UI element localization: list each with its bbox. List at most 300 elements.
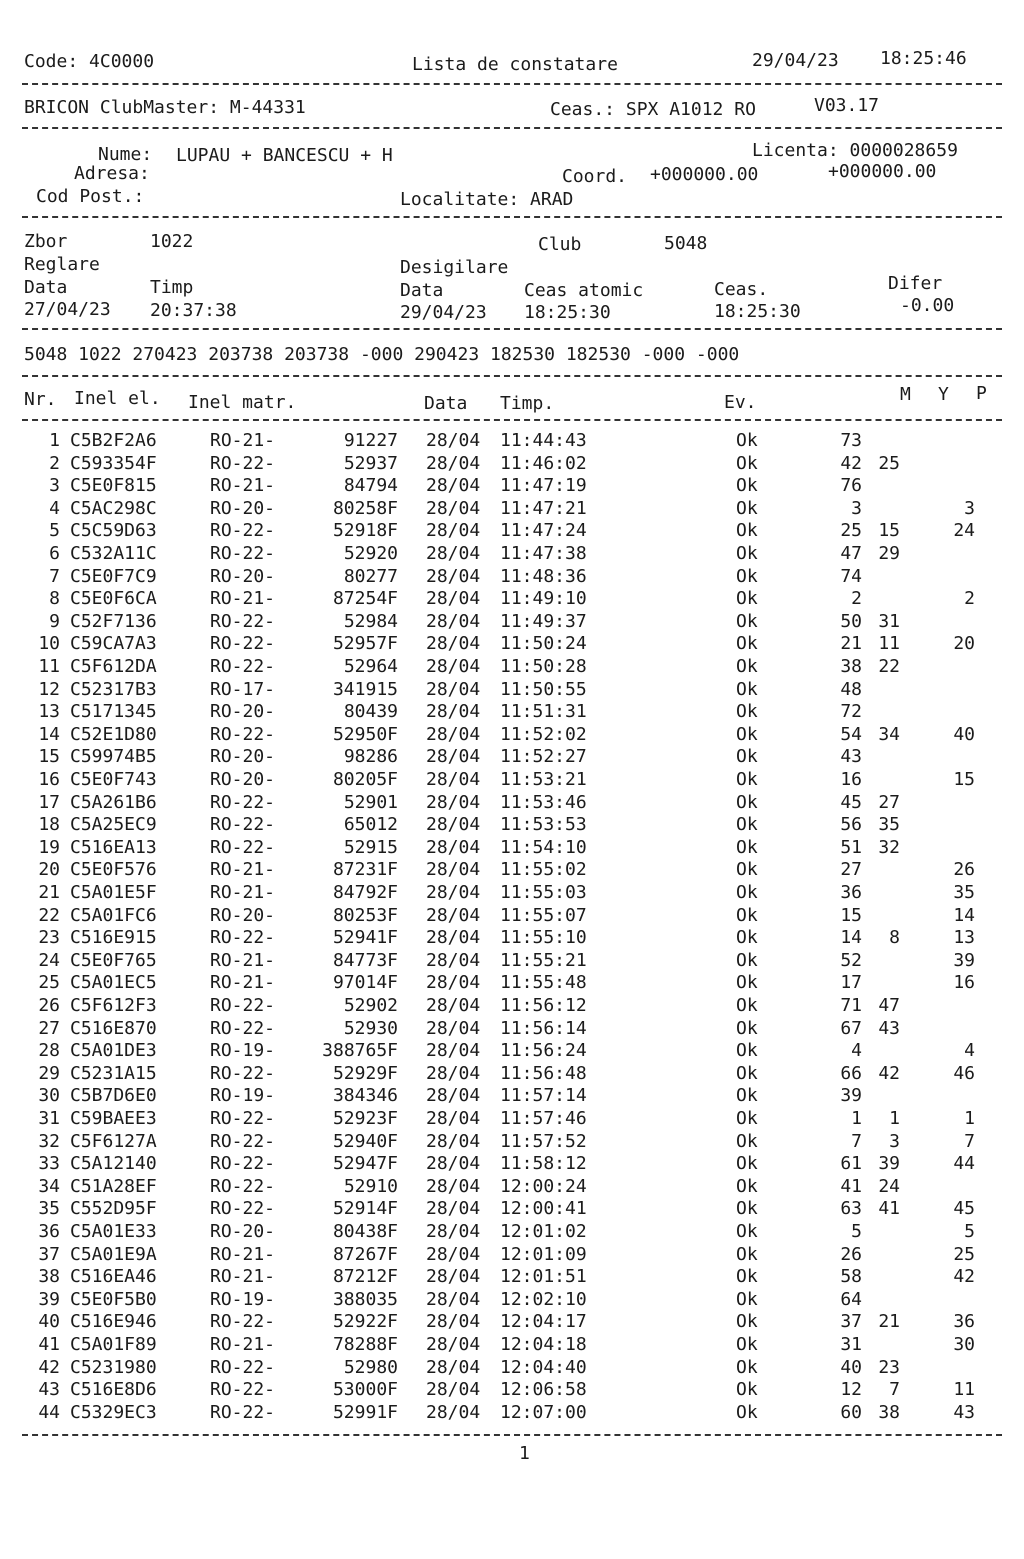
event-status: Ok <box>736 1175 758 1197</box>
ring-prefix: RO-22- <box>210 610 276 632</box>
arrival-time: 12:04:18 <box>500 1334 587 1355</box>
col-ring-number: Inel matr. <box>188 392 297 413</box>
row-number: 37 <box>38 1243 60 1265</box>
row-number: 41 <box>38 1334 60 1355</box>
row-number: 18 <box>38 814 60 836</box>
ring-number: 87231F <box>332 859 398 881</box>
col-time: Timp. <box>500 393 555 414</box>
arrival-date: 28/04 <box>426 543 481 564</box>
ring-number: 52920 <box>343 543 398 564</box>
value-m: 31 <box>840 1334 862 1355</box>
arrival-time: 11:46:02 <box>500 452 587 474</box>
electronic-ring: C516E946 <box>70 1311 157 1333</box>
electronic-ring: C52317B3 <box>70 678 157 700</box>
setting-time-label: Timp <box>150 277 194 298</box>
arrival-date: 28/04 <box>426 995 481 1016</box>
value-m: 15 <box>840 904 862 926</box>
event-status: Ok <box>736 497 758 519</box>
arrival-date: 28/04 <box>426 814 481 836</box>
ring-prefix: RO-22- <box>210 452 276 474</box>
owner-name: LUPAU + BANCESCU + H <box>176 145 393 166</box>
electronic-ring: C5329EC3 <box>70 1401 157 1423</box>
event-status: Ok <box>736 633 758 655</box>
value-y: 41 <box>878 1198 900 1220</box>
arrival-time: 11:50:55 <box>500 678 587 700</box>
table-row <box>0 633 1024 656</box>
electronic-ring: C5F6127A <box>70 1130 157 1152</box>
row-number: 38 <box>38 1266 60 1288</box>
ring-prefix: RO-22- <box>210 656 276 677</box>
arrival-date: 28/04 <box>426 1266 481 1288</box>
table-row <box>0 1311 1024 1334</box>
atomic-clock-time: 18:25:30 <box>524 302 611 323</box>
value-y: 38 <box>878 1401 900 1423</box>
table-row <box>0 475 1024 498</box>
event-status: Ok <box>736 882 758 903</box>
value-y: 34 <box>878 723 900 745</box>
value-y: 24 <box>878 1175 900 1197</box>
coord-value-2: +000000.00 <box>828 161 937 182</box>
row-number: 29 <box>38 1062 60 1084</box>
arrival-date: 28/04 <box>426 1198 481 1220</box>
row-number: 39 <box>38 1288 60 1310</box>
row-number: 36 <box>38 1221 60 1242</box>
table-row <box>0 837 1024 860</box>
row-number: 17 <box>38 791 60 813</box>
ring-number: 52930 <box>343 1017 398 1039</box>
clock-label: Ceas. <box>714 279 769 300</box>
ring-prefix: RO-22- <box>210 995 276 1016</box>
event-status: Ok <box>736 927 758 949</box>
table-row <box>0 611 1024 634</box>
arrival-time: 11:56:48 <box>500 1062 587 1084</box>
ring-prefix: RO-22- <box>210 1356 276 1378</box>
value-p: 3 <box>964 497 975 519</box>
value-m: 17 <box>840 972 862 994</box>
value-m: 58 <box>840 1266 862 1288</box>
value-p: 35 <box>953 882 975 903</box>
value-y: 39 <box>878 1153 900 1175</box>
value-p: 14 <box>953 904 975 926</box>
ring-number: 52980 <box>343 1356 398 1378</box>
arrival-time: 12:01:51 <box>500 1266 587 1288</box>
value-y: 7 <box>889 1379 900 1401</box>
ring-prefix: RO-22- <box>210 1153 276 1175</box>
ring-number: 52929F <box>332 1062 398 1084</box>
value-y: 25 <box>878 452 900 474</box>
table-row <box>0 656 1024 679</box>
ring-number: 80438F <box>332 1221 398 1242</box>
col-y: Y <box>938 384 949 405</box>
event-status: Ok <box>736 723 758 745</box>
ring-prefix: RO-22- <box>210 927 276 949</box>
arrival-date: 28/04 <box>426 882 481 903</box>
value-m: 12 <box>840 1379 862 1401</box>
arrival-time: 11:47:38 <box>500 543 587 564</box>
col-electronic-ring: Inel el. <box>74 388 161 409</box>
row-number: 26 <box>38 995 60 1016</box>
difference-label: Difer <box>888 273 943 294</box>
code-label: Code: 4C0000 <box>24 51 155 72</box>
value-p: 20 <box>953 633 975 655</box>
table-row <box>0 1289 1024 1312</box>
ring-number: 80258F <box>332 497 398 519</box>
value-m: 42 <box>840 452 862 474</box>
row-number: 15 <box>38 746 60 768</box>
unsealing-label: Desigilare <box>400 257 509 278</box>
table-row <box>0 1334 1024 1357</box>
event-status: Ok <box>736 904 758 926</box>
value-p: 1 <box>964 1108 975 1129</box>
electronic-ring: C5171345 <box>70 701 157 723</box>
row-number: 34 <box>38 1175 60 1197</box>
electronic-ring: C532A11C <box>70 543 157 564</box>
table-row <box>0 679 1024 702</box>
value-m: 1 <box>851 1108 862 1129</box>
table-row <box>0 1018 1024 1041</box>
arrival-date: 28/04 <box>426 1153 481 1175</box>
value-m: 60 <box>840 1401 862 1423</box>
row-number: 20 <box>38 859 60 881</box>
arrival-time: 11:50:24 <box>500 633 587 655</box>
electronic-ring: C5F612DA <box>70 656 157 677</box>
ring-prefix: RO-20- <box>210 565 276 587</box>
col-m: M <box>900 384 911 405</box>
value-m: 40 <box>840 1356 862 1378</box>
table-row <box>0 430 1024 453</box>
electronic-ring: C516E870 <box>70 1017 157 1039</box>
club-number: 5048 <box>664 233 708 254</box>
electronic-ring: C5A01E5F <box>70 882 157 903</box>
arrival-time: 11:47:21 <box>500 497 587 519</box>
ring-number: 84792F <box>332 882 398 903</box>
table-row <box>0 1379 1024 1402</box>
electronic-ring: C5B2F2A6 <box>70 430 157 451</box>
ring-number: 80277 <box>343 565 398 587</box>
value-m: 64 <box>840 1288 862 1310</box>
arrival-date: 28/04 <box>426 927 481 949</box>
ring-prefix: RO-21- <box>210 1243 276 1265</box>
row-number: 40 <box>38 1311 60 1333</box>
event-status: Ok <box>736 565 758 587</box>
electronic-ring: C516EA13 <box>70 836 157 858</box>
arrival-date: 28/04 <box>426 1017 481 1039</box>
table-row <box>0 1402 1024 1425</box>
ring-number: 52901 <box>343 791 398 813</box>
ring-number: 52984 <box>343 610 398 632</box>
arrival-time: 11:49:10 <box>500 588 587 610</box>
arrival-date: 28/04 <box>426 1288 481 1310</box>
table-row <box>0 1357 1024 1380</box>
setting-date: 27/04/23 <box>24 299 111 320</box>
electronic-ring: C516E8D6 <box>70 1379 157 1401</box>
event-status: Ok <box>736 972 758 994</box>
arrival-date: 28/04 <box>426 430 481 451</box>
arrival-date: 28/04 <box>426 769 481 790</box>
row-number: 2 <box>49 452 60 474</box>
value-m: 5 <box>851 1221 862 1242</box>
value-p: 7 <box>964 1130 975 1152</box>
ring-number: 52914F <box>332 1198 398 1220</box>
value-p: 39 <box>953 949 975 971</box>
value-p: 26 <box>953 859 975 881</box>
ring-prefix: RO-21- <box>210 972 276 994</box>
arrival-time: 11:57:52 <box>500 1130 587 1152</box>
coord-value-1: +000000.00 <box>650 164 759 185</box>
arrival-time: 11:49:37 <box>500 610 587 632</box>
ring-number: 384346 <box>332 1085 398 1107</box>
ring-prefix: RO-22- <box>210 543 276 564</box>
event-status: Ok <box>736 543 758 564</box>
event-status: Ok <box>736 1311 758 1333</box>
flight-number: 1022 <box>150 231 194 252</box>
ring-number: 52941F <box>332 927 398 949</box>
ring-number: 78288F <box>332 1334 398 1355</box>
arrival-date: 28/04 <box>426 904 481 926</box>
arrival-time: 11:53:46 <box>500 791 587 813</box>
value-m: 36 <box>840 882 862 903</box>
ring-number: 341915 <box>332 678 398 700</box>
address-label: Adresa: <box>74 163 150 184</box>
ring-prefix: RO-22- <box>210 791 276 813</box>
electronic-ring: C5A01EC5 <box>70 972 157 994</box>
arrival-date: 28/04 <box>426 588 481 610</box>
ring-number: 97014F <box>332 972 398 994</box>
electronic-ring: C5E0F743 <box>70 769 157 790</box>
ring-prefix: RO-19- <box>210 1085 276 1107</box>
value-p: 44 <box>953 1153 975 1175</box>
clubmaster-id: BRICON ClubMaster: M-44331 <box>24 97 306 118</box>
row-number: 11 <box>38 656 60 677</box>
electronic-ring: C5A01E9A <box>70 1243 157 1265</box>
row-number: 8 <box>49 588 60 610</box>
electronic-ring: C5A261B6 <box>70 791 157 813</box>
value-m: 76 <box>840 475 862 497</box>
value-m: 71 <box>840 995 862 1016</box>
ring-prefix: RO-22- <box>210 814 276 836</box>
event-status: Ok <box>736 1062 758 1084</box>
row-number: 13 <box>38 701 60 723</box>
ring-prefix: RO-22- <box>210 1108 276 1129</box>
ring-prefix: RO-22- <box>210 520 276 542</box>
arrival-time: 11:55:03 <box>500 882 587 903</box>
value-p: 2 <box>964 588 975 610</box>
electronic-ring: C5A25EC9 <box>70 814 157 836</box>
table-row <box>0 724 1024 747</box>
event-status: Ok <box>736 1356 758 1378</box>
electronic-ring: C5E0F765 <box>70 949 157 971</box>
table-row <box>0 950 1024 973</box>
row-number: 24 <box>38 949 60 971</box>
table-row <box>0 1108 1024 1131</box>
event-status: Ok <box>736 430 758 451</box>
event-status: Ok <box>736 1334 758 1355</box>
ring-number: 52910 <box>343 1175 398 1197</box>
table-row <box>0 814 1024 837</box>
arrival-date: 28/04 <box>426 678 481 700</box>
ring-prefix: RO-22- <box>210 1401 276 1423</box>
ring-prefix: RO-21- <box>210 588 276 610</box>
ring-number: 52915 <box>343 836 398 858</box>
row-number: 27 <box>38 1017 60 1039</box>
row-number: 44 <box>38 1401 60 1423</box>
arrival-time: 11:54:10 <box>500 836 587 858</box>
arrival-date: 28/04 <box>426 1221 481 1242</box>
table-row <box>0 701 1024 724</box>
ring-prefix: RO-20- <box>210 904 276 926</box>
arrival-date: 28/04 <box>426 497 481 519</box>
row-number: 42 <box>38 1356 60 1378</box>
arrival-time: 11:56:24 <box>500 1040 587 1062</box>
electronic-ring: C5A01DE3 <box>70 1040 157 1062</box>
divider <box>22 127 1002 129</box>
difference-value: -0.00 <box>900 295 955 316</box>
table-row <box>0 1131 1024 1154</box>
electronic-ring: C5AC298C <box>70 497 157 519</box>
club-label: Club <box>538 234 582 255</box>
value-y: 8 <box>889 927 900 949</box>
electronic-ring: C5E0F6CA <box>70 588 157 610</box>
electronic-ring: C552D95F <box>70 1198 157 1220</box>
event-status: Ok <box>736 814 758 836</box>
row-number: 6 <box>49 543 60 564</box>
value-p: 13 <box>953 927 975 949</box>
table-row <box>0 972 1024 995</box>
row-number: 12 <box>38 678 60 700</box>
ring-prefix: RO-20- <box>210 1221 276 1242</box>
value-m: 38 <box>840 656 862 677</box>
electronic-ring: C5231A15 <box>70 1062 157 1084</box>
ring-number: 52922F <box>332 1311 398 1333</box>
arrival-time: 11:52:02 <box>500 723 587 745</box>
table-row <box>0 1244 1024 1267</box>
ring-prefix: RO-17- <box>210 678 276 700</box>
value-y: 31 <box>878 610 900 632</box>
ring-number: 52902 <box>343 995 398 1016</box>
ring-number: 52923F <box>332 1108 398 1129</box>
event-status: Ok <box>736 859 758 881</box>
ring-number: 52991F <box>332 1401 398 1423</box>
event-status: Ok <box>736 769 758 790</box>
ring-prefix: RO-22- <box>210 1198 276 1220</box>
event-status: Ok <box>736 610 758 632</box>
event-status: Ok <box>736 1017 758 1039</box>
row-number: 1 <box>49 430 60 451</box>
setting-time: 20:37:38 <box>150 300 237 321</box>
row-number: 9 <box>49 610 60 632</box>
table-row <box>0 1040 1024 1063</box>
value-m: 66 <box>840 1062 862 1084</box>
value-m: 63 <box>840 1198 862 1220</box>
value-m: 2 <box>851 588 862 610</box>
value-m: 7 <box>851 1130 862 1152</box>
electronic-ring: C51A28EF <box>70 1175 157 1197</box>
electronic-ring: C5E0F7C9 <box>70 565 157 587</box>
arrival-date: 28/04 <box>426 791 481 813</box>
print-date: 29/04/23 <box>752 50 839 71</box>
electronic-ring: C5A01FC6 <box>70 904 157 926</box>
value-p: 15 <box>953 769 975 790</box>
arrival-time: 11:56:14 <box>500 1017 587 1039</box>
license-number: Licenta: 0000028659 <box>752 140 958 161</box>
table-row <box>0 905 1024 928</box>
ring-prefix: RO-21- <box>210 1334 276 1355</box>
arrival-date: 28/04 <box>426 633 481 655</box>
arrival-date: 28/04 <box>426 656 481 677</box>
event-status: Ok <box>736 1108 758 1129</box>
event-status: Ok <box>736 836 758 858</box>
value-y: 29 <box>878 543 900 564</box>
atomic-clock-label: Ceas atomic <box>524 280 644 301</box>
ring-number: 52940F <box>332 1130 398 1152</box>
postal-code-label: Cod Post.: <box>36 186 145 207</box>
event-status: Ok <box>736 475 758 497</box>
ring-prefix: RO-22- <box>210 1017 276 1039</box>
value-m: 61 <box>840 1153 862 1175</box>
arrival-time: 11:58:12 <box>500 1153 587 1175</box>
table-row <box>0 746 1024 769</box>
name-label: Nume: <box>98 144 153 165</box>
print-time: 18:25:46 <box>880 48 967 69</box>
event-status: Ok <box>736 1379 758 1401</box>
divider <box>22 419 1002 421</box>
event-status: Ok <box>736 701 758 723</box>
value-p: 4 <box>964 1040 975 1062</box>
row-number: 28 <box>38 1040 60 1062</box>
electronic-ring: C593354F <box>70 452 157 474</box>
row-number: 23 <box>38 927 60 949</box>
table-row <box>0 1085 1024 1108</box>
unsealing-date: 29/04/23 <box>400 302 487 323</box>
divider <box>22 216 1002 218</box>
electronic-ring: C52F7136 <box>70 610 157 632</box>
value-m: 67 <box>840 1017 862 1039</box>
ring-number: 52937 <box>343 452 398 474</box>
electronic-ring: C5F612F3 <box>70 995 157 1016</box>
arrival-date: 28/04 <box>426 746 481 768</box>
value-m: 14 <box>840 927 862 949</box>
ring-prefix: RO-21- <box>210 1266 276 1288</box>
value-y: 22 <box>878 656 900 677</box>
clock-id: Ceas.: SPX A1012 RO <box>550 99 756 120</box>
arrival-time: 12:06:58 <box>500 1379 587 1401</box>
value-y: 43 <box>878 1017 900 1039</box>
arrival-date: 28/04 <box>426 452 481 474</box>
ring-number: 91227 <box>343 430 398 451</box>
arrival-date: 28/04 <box>426 1379 481 1401</box>
arrival-time: 11:55:02 <box>500 859 587 881</box>
event-status: Ok <box>736 1130 758 1152</box>
arrival-date: 28/04 <box>426 1085 481 1107</box>
value-p: 5 <box>964 1221 975 1242</box>
value-y: 15 <box>878 520 900 542</box>
table-row <box>0 1176 1024 1199</box>
code-line: 5048 1022 270423 203738 203738 -000 290423 182530 182530 -000 -000 <box>24 344 740 365</box>
value-p: 24 <box>953 520 975 542</box>
arrival-date: 28/04 <box>426 610 481 632</box>
ring-prefix: RO-20- <box>210 746 276 768</box>
arrival-time: 11:56:12 <box>500 995 587 1016</box>
unsealing-date-label: Data <box>400 280 444 301</box>
arrival-date: 28/04 <box>426 1334 481 1355</box>
arrival-date: 28/04 <box>426 565 481 587</box>
row-number: 35 <box>38 1198 60 1220</box>
value-m: 3 <box>851 497 862 519</box>
ring-prefix: RO-22- <box>210 836 276 858</box>
arrival-date: 28/04 <box>426 972 481 994</box>
arrival-date: 28/04 <box>426 701 481 723</box>
col-nr: Nr. <box>24 389 57 410</box>
